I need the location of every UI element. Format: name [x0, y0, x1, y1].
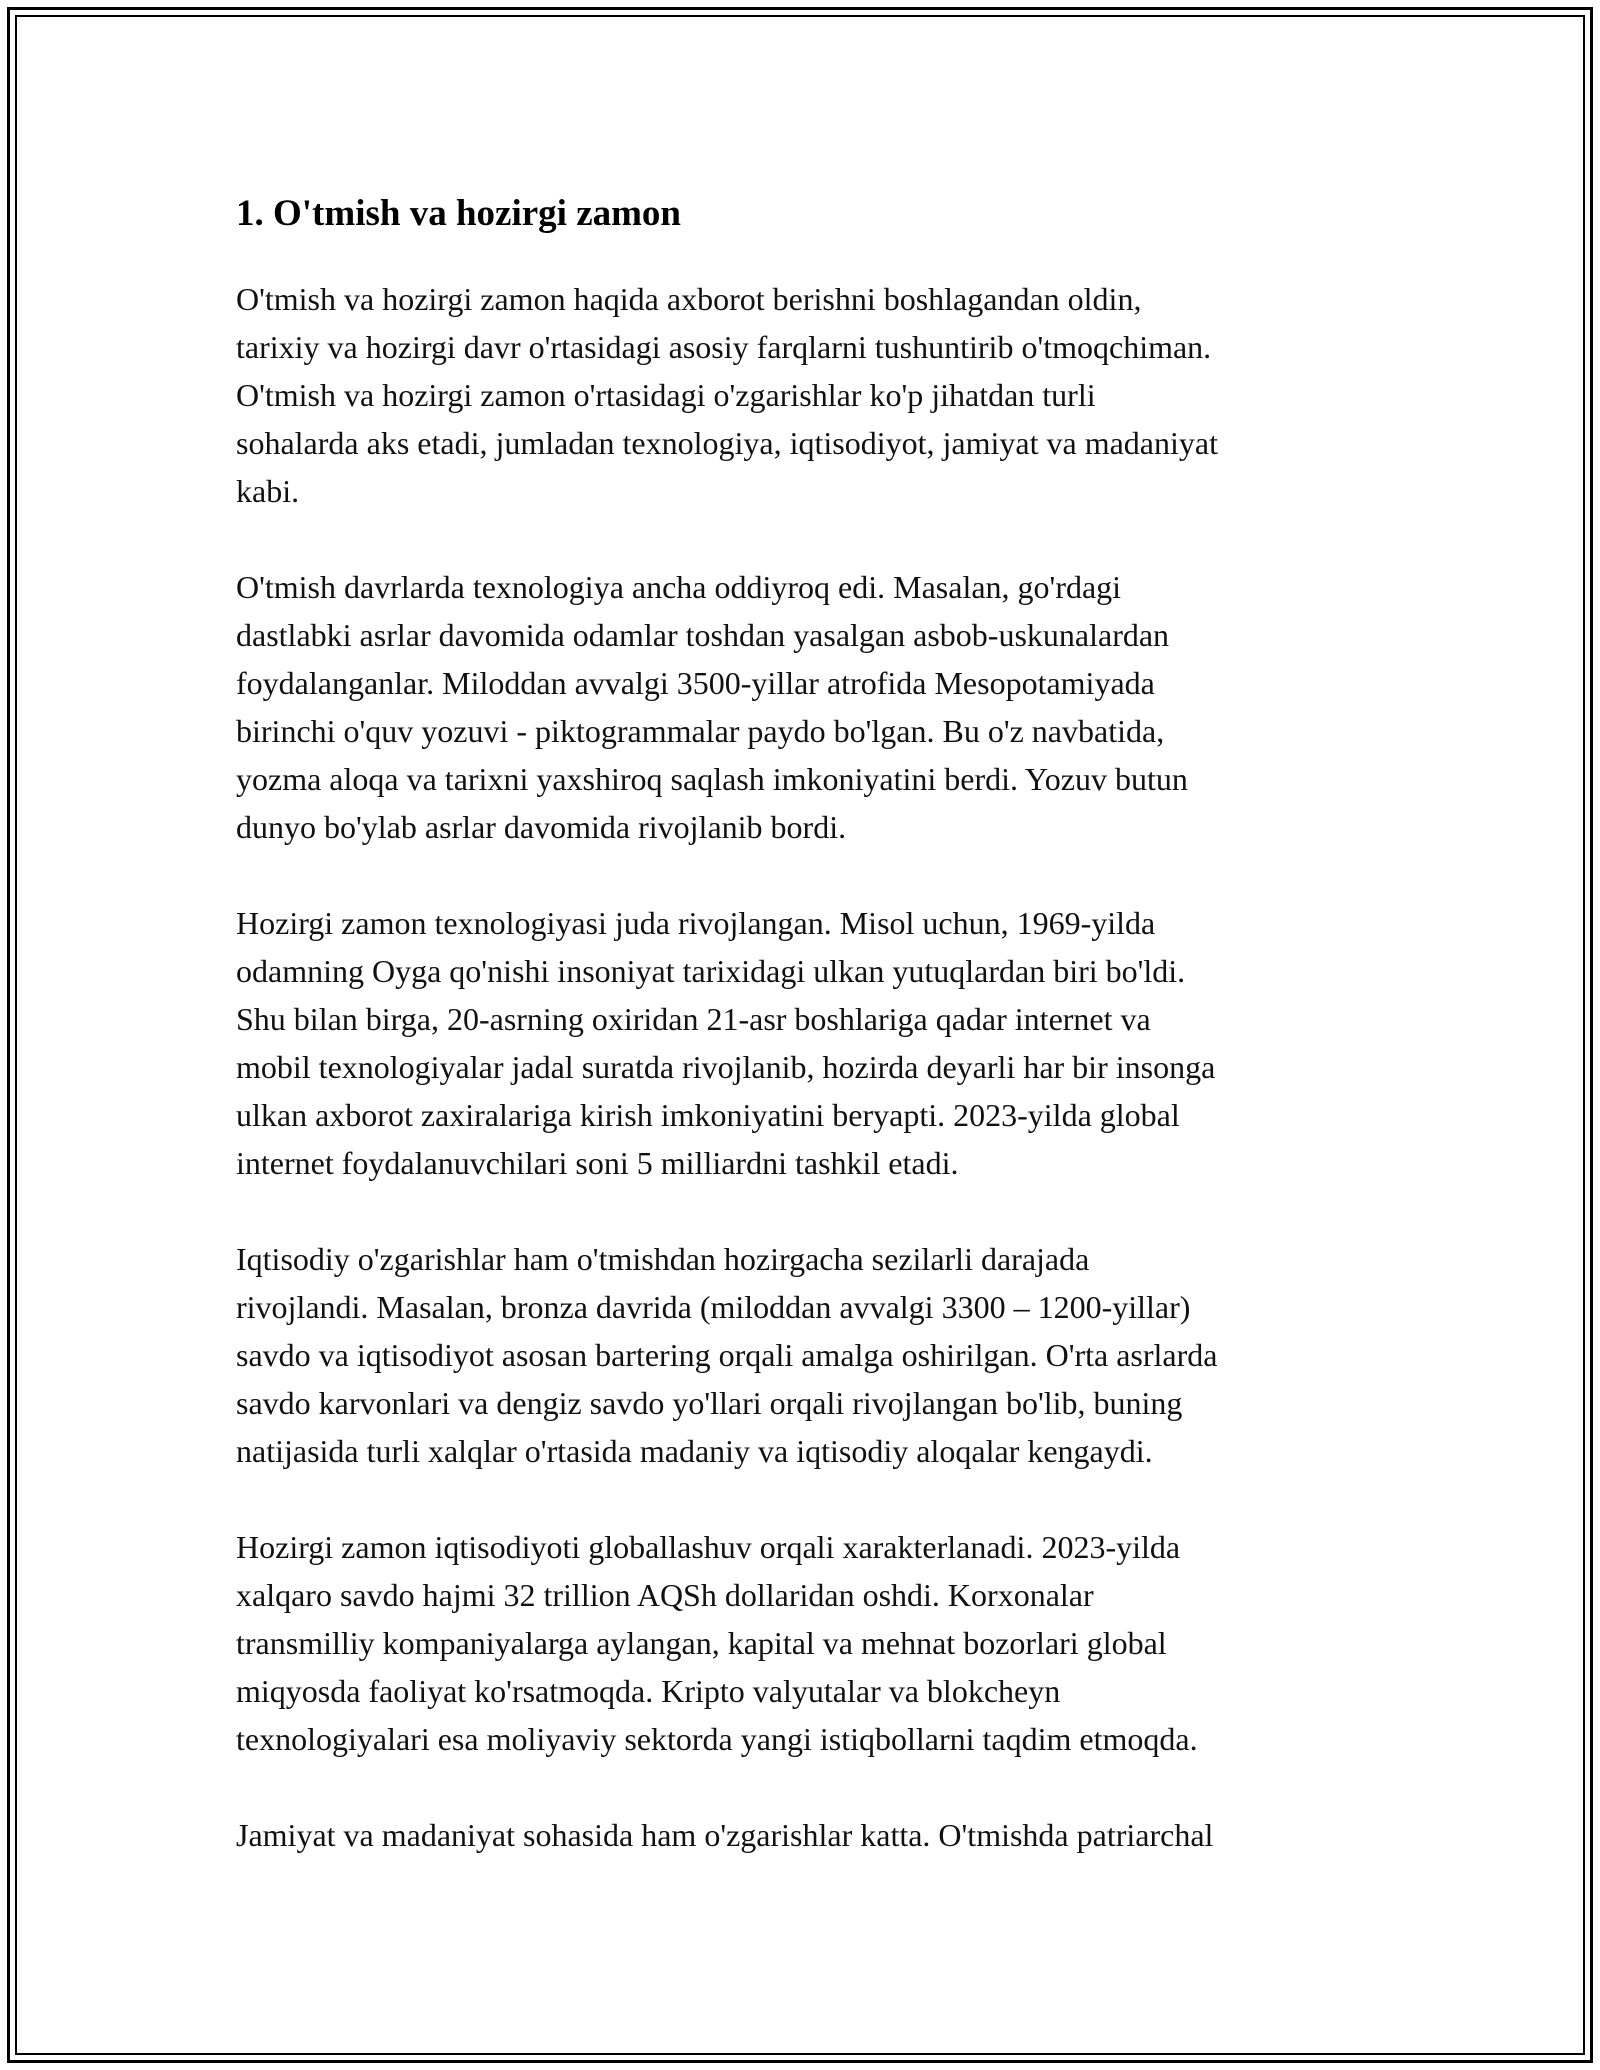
text-line: savdo karvonlari va dengiz savdo yo'llari orqali rivojlangan bo'lib, buning	[236, 1385, 1183, 1421]
text-line: xalqaro savdo hajmi 32 trillion AQSh dollaridan oshdi. Korxonalar	[236, 1577, 1094, 1613]
text-line: foydalanganlar. Miloddan avvalgi 3500-yillar atrofida Mesopotamiyada	[236, 665, 1155, 701]
text-line: dastlabki asrlar davomida odamlar toshdan yasalgan asbob-uskunalardan	[236, 617, 1170, 653]
paragraph-intro	[236, 275, 1376, 515]
text-line: Hozirgi zamon iqtisodiyoti globallashuv orqali xarakterlanadi. 2023-yilda	[236, 1529, 1181, 1565]
section-heading: 1. O'tmish va hozirgi zamon	[236, 193, 682, 234]
text-line: tarixiy va hozirgi davr o'rtasidagi asosiy farqlarni tushuntirib o'tmoqchiman.	[236, 329, 1212, 365]
text-line: sohalarda aks etadi, jumladan texnologiya, iqtisodiyot, jamiyat va madaniyat	[236, 425, 1218, 461]
document-body	[236, 185, 1376, 1907]
text-line: Jamiyat va madaniyat sohasida ham o'zgarishlar katta. O'tmishda patriarchal	[236, 1817, 1214, 1853]
paragraph-modern-technology	[236, 899, 1376, 1187]
text-line: ulkan axborot zaxiralariga kirish imkoniyatini beryapti. 2023-yilda global	[236, 1097, 1180, 1133]
paragraph-past-economy	[236, 1235, 1376, 1475]
text-line: yozma aloqa va tarixni yaxshiroq saqlash imkoniyatini berdi. Yozuv butun	[236, 761, 1188, 797]
text-line: texnologiyalari esa moliyaviy sektorda yangi istiqbollarni taqdim etmoqda.	[236, 1721, 1198, 1757]
text-line: rivojlandi. Masalan, bronza davrida (miloddan avvalgi 3300 – 1200-yillar)	[236, 1289, 1191, 1325]
text-line: miqyosda faoliyat ko'rsatmoqda. Kripto valyutalar va blokcheyn	[236, 1673, 1061, 1709]
text-line: birinchi o'quv yozuvi - piktogrammalar paydo bo'lgan. Bu o'z navbatida,	[236, 713, 1165, 749]
text-line: kabi.	[236, 473, 300, 509]
text-line: Iqtisodiy o'zgarishlar ham o'tmishdan hozirgacha sezilarli darajada	[236, 1241, 1090, 1277]
text-line: savdo va iqtisodiyot asosan bartering orqali amalga oshirilgan. O'rta asrlarda	[236, 1337, 1218, 1373]
text-line: O'tmish davrlarda texnologiya ancha oddiyroq edi. Masalan, go'rdagi	[236, 569, 1122, 605]
text-line: transmilliy kompaniyalarga aylangan, kapital va mehnat bozorlari global	[236, 1625, 1167, 1661]
paragraph-modern-economy	[236, 1523, 1376, 1763]
text-line: O'tmish va hozirgi zamon haqida axborot berishni boshlagandan oldin,	[236, 281, 1142, 317]
text-line: odamning Oyga qo'nishi insoniyat tarixidagi ulkan yutuqlardan biri bo'ldi.	[236, 953, 1186, 989]
text-line: internet foydalanuvchilari soni 5 milliardni tashkil etadi.	[236, 1145, 959, 1181]
paragraph-society-culture	[236, 1811, 1376, 1859]
text-line: O'tmish va hozirgi zamon o'rtasidagi o'zgarishlar ko'p jihatdan turli	[236, 377, 1096, 413]
text-line: Shu bilan birga, 20-asrning oxiridan 21-asr boshlariga qadar internet va	[236, 1001, 1151, 1037]
paragraph-past-technology	[236, 563, 1376, 851]
text-line: natijasida turli xalqlar o'rtasida madaniy va iqtisodiy aloqalar kengaydi.	[236, 1433, 1153, 1469]
text-line: mobil texnologiyalar jadal suratda rivojlanib, hozirda deyarli har bir insonga	[236, 1049, 1216, 1085]
text-line: dunyo bo'ylab asrlar davomida rivojlanib bordi.	[236, 809, 847, 845]
text-line: Hozirgi zamon texnologiyasi juda rivojlangan. Misol uchun, 1969-yilda	[236, 905, 1156, 941]
